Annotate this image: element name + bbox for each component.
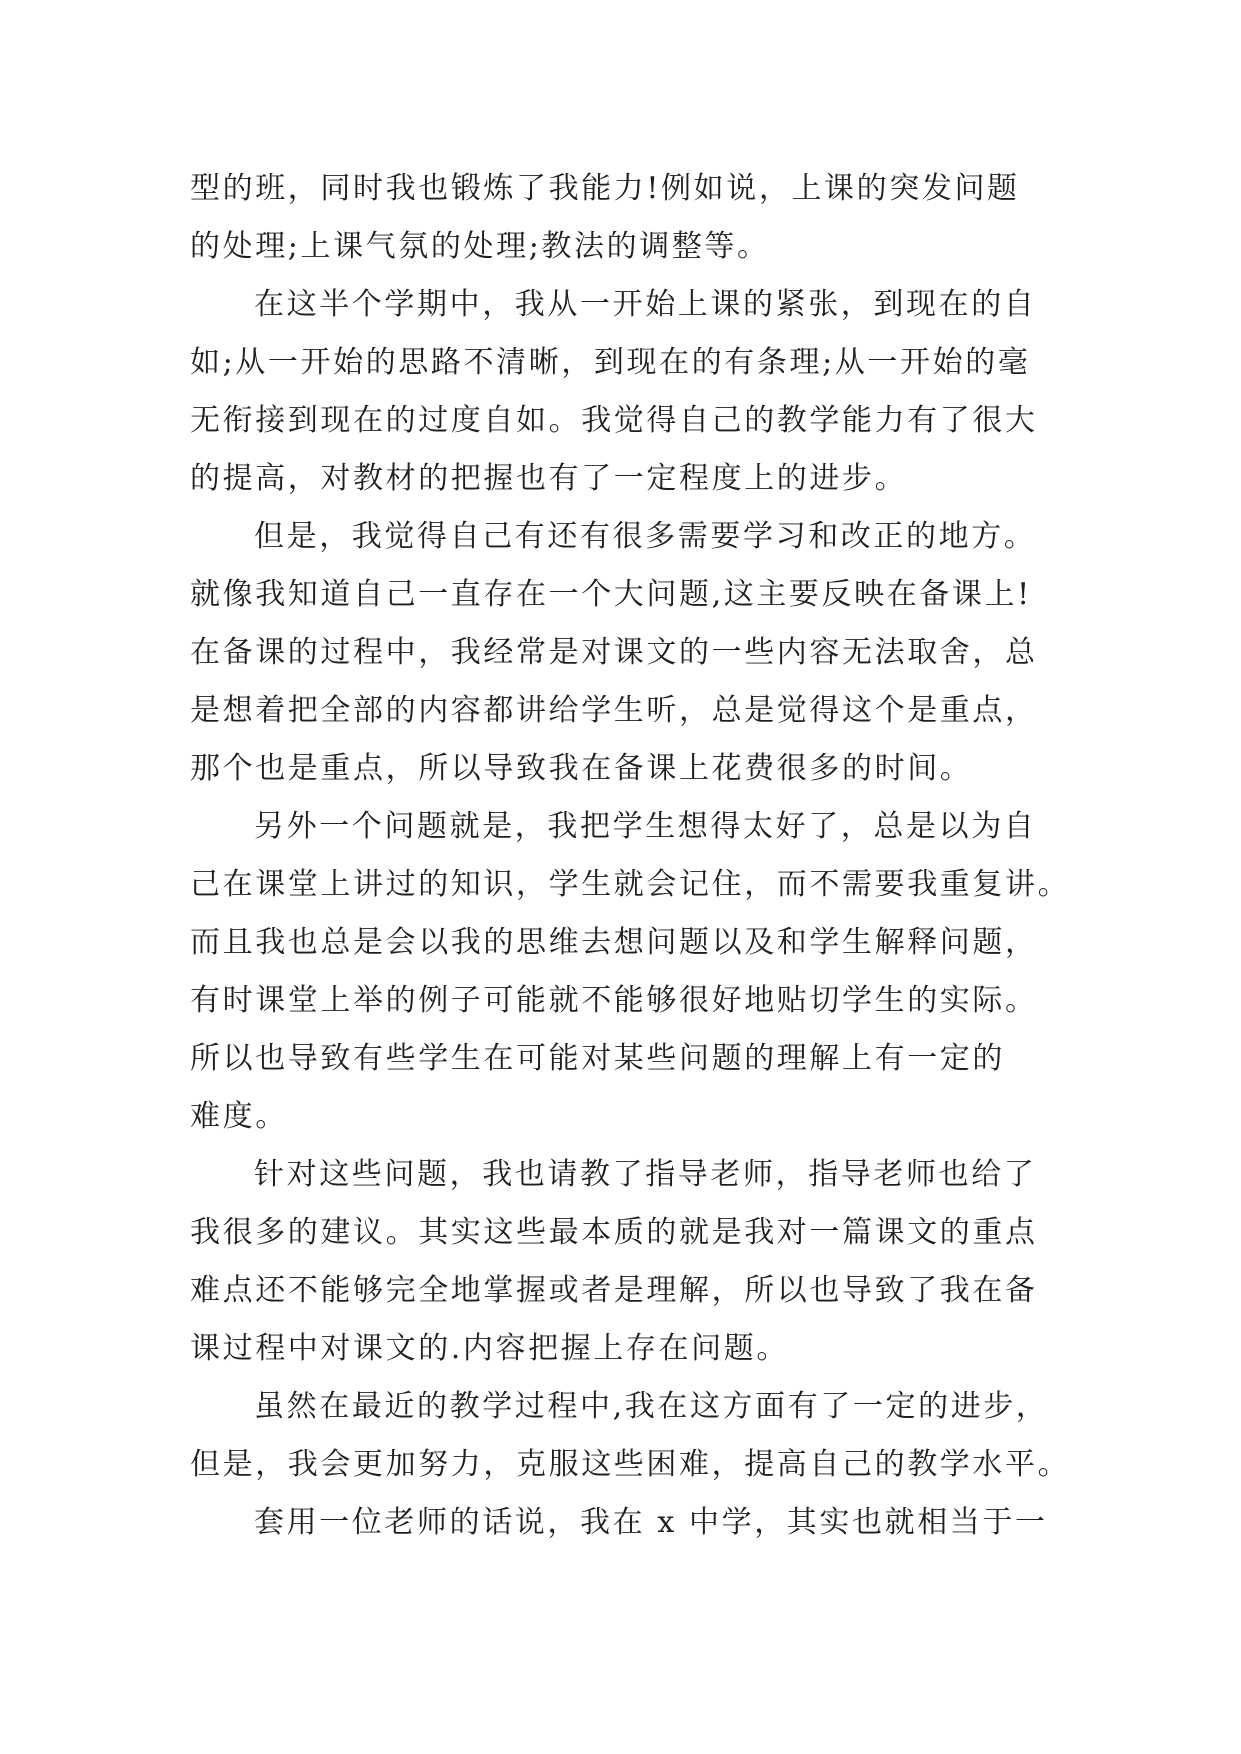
text-line: 型的班，同时我也锻炼了我能力!例如说，上课的突发问题: [190, 171, 1020, 206]
text-line: 我很多的建议。其实这些最本质的就是我对一篇课文的重点: [190, 1215, 1038, 1250]
text-line: 己在课堂上讲过的知识，学生就会记住，而不需要我重复讲。: [190, 867, 1071, 902]
paragraph-start-line: 另外一个问题就是，我把学生想得太好了，总是以为自: [254, 809, 1037, 844]
text-line: 有时课堂上举的例子可能就不能够很好地贴切学生的实际。: [190, 983, 1038, 1018]
paragraph-start-line: 针对这些问题，我也请教了指导老师，指导老师也给了: [254, 1157, 1037, 1192]
text-line: 所以也导致有些学生在可能对某些问题的理解上有一定的: [190, 1041, 1005, 1076]
text-line: 难点还不能够完全地掌握或者是理解，所以也导致了我在备: [190, 1273, 1038, 1308]
paragraph-start-line: 在这半个学期中，我从一开始上课的紧张，到现在的自: [254, 287, 1037, 322]
text-line: 在备课的过程中，我经常是对课文的一些内容无法取舍，总: [190, 635, 1038, 670]
text-line: 是想着把全部的内容都讲给学生听，总是觉得这个是重点，: [190, 693, 1038, 728]
paragraph-start-line: 但是，我觉得自己有还有很多需要学习和改正的地方。: [254, 519, 1037, 554]
text-line: 难度。: [190, 1099, 288, 1134]
text-line: 无衔接到现在的过度自如。我觉得自己的教学能力有了很大: [190, 403, 1038, 438]
text-line: 那个也是重点，所以导致我在备课上花费很多的时间。: [190, 751, 973, 786]
paragraph-start-line: 虽然在最近的教学过程中,我在这方面有了一定的进步，: [254, 1389, 1049, 1424]
text-line: 就像我知道自己一直存在一个大问题,这主要反映在备课上!: [190, 577, 1032, 612]
text-line: 课过程中对课文的.内容把握上存在问题。: [190, 1331, 789, 1366]
text-line: 的提高，对教材的把握也有了一定程度上的进步。: [190, 461, 908, 496]
text-line: 如;从一开始的思路不清晰，到现在的有条理;从一开始的毫: [190, 345, 1031, 380]
text-line: 而且我也总是会以我的思维去想问题以及和学生解释问题，: [190, 925, 1038, 960]
text-line: 但是，我会更加努力，克服这些困难，提高自己的教学水平。: [190, 1447, 1071, 1482]
paragraph-start-line: 套用一位老师的话说，我在 x 中学，其实也就相当于一: [254, 1505, 1048, 1540]
document-body: [190, 160, 1071, 1552]
text-line: 的处理;上课气氛的处理;教法的调整等。: [190, 229, 770, 264]
